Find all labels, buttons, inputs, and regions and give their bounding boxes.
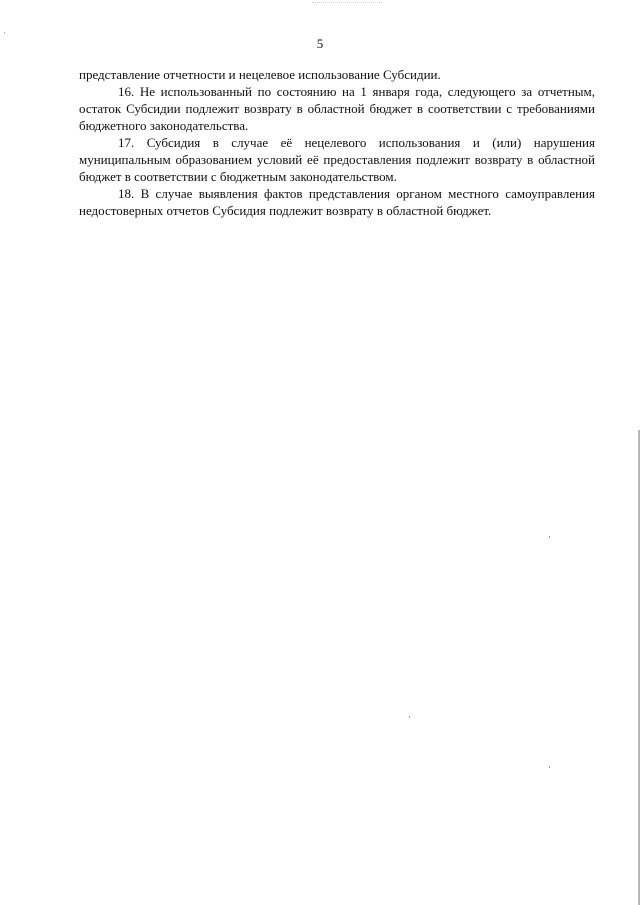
page-number: 5 <box>316 36 324 51</box>
document-body <box>79 66 595 219</box>
scan-speck <box>409 716 410 718</box>
scan-speck <box>549 766 550 768</box>
paragraph-continuation: представление отчетности и нецелевое использование Субсидии. <box>79 67 441 82</box>
scan-speck <box>549 536 550 538</box>
scan-artifact-top <box>312 2 382 6</box>
paragraph-17: 17. Субсидия в случае её нецелевого использования и (или) нарушения муниципальным образованием условий её предоставления подлежит возврату в областной бюджет в соответствии с бюджетным законодательством. <box>79 135 595 184</box>
paragraph-18: 18. В случае выявления фактов представления органом местного самоуправления недостоверных отчетов Субсидия подлежит возврату в областной бюджет. <box>79 186 595 218</box>
paragraph-16: 16. Не использованный по состоянию на 1 января года, следующего за отчетным, остаток Субсидии подлежит возврату в областной бюджет в соответствии с требованиями бюджетного законодательства. <box>79 84 595 133</box>
scan-speck <box>4 32 5 33</box>
